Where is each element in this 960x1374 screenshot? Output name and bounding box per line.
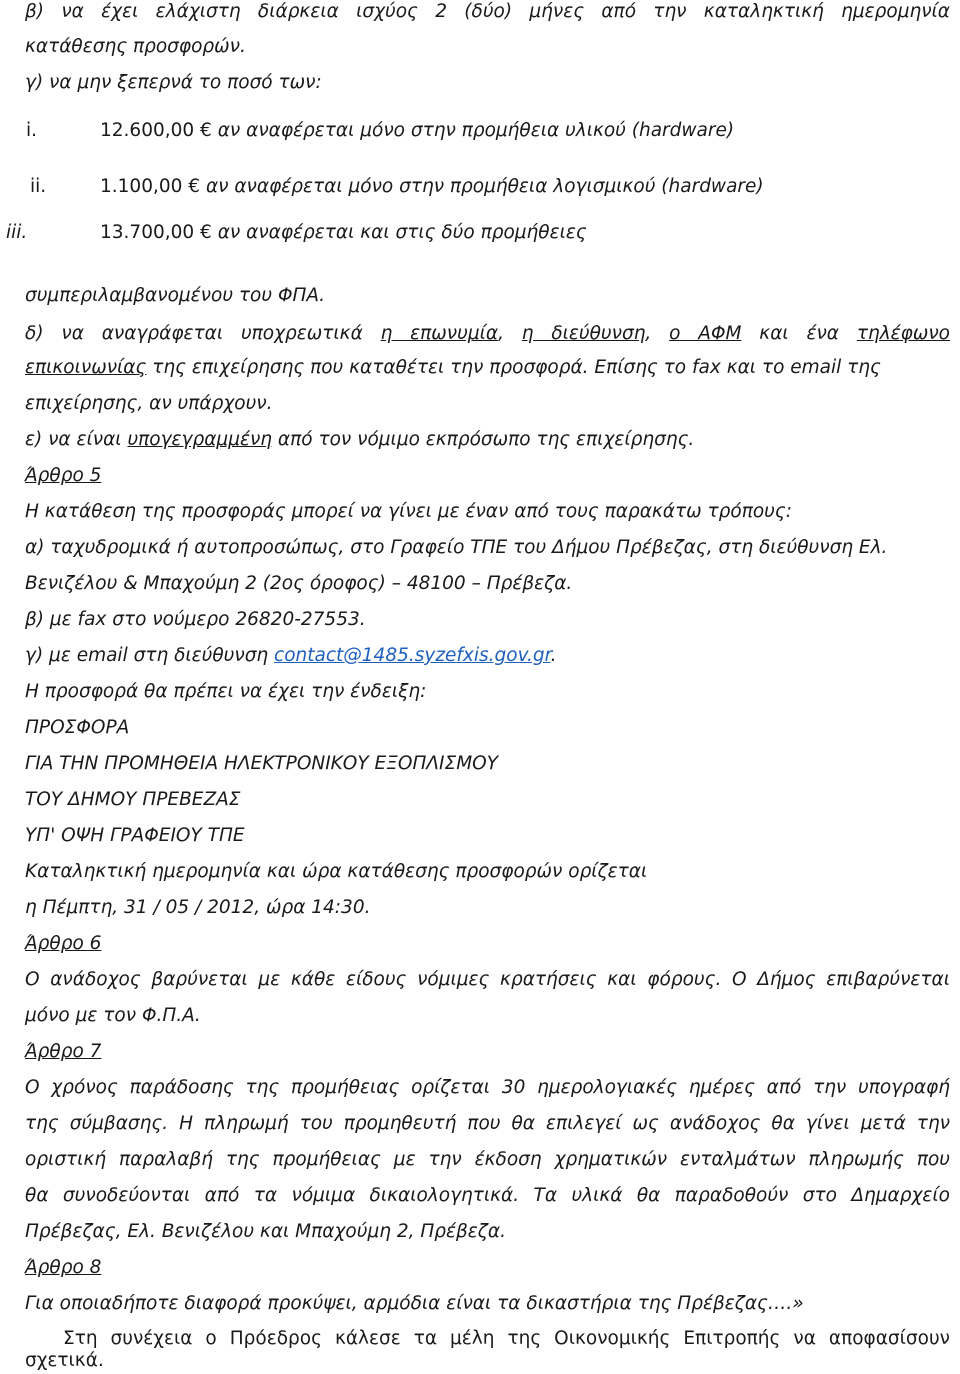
submission-method-a-line2: Βενιζέλου & Μπαχούμη 2 (2ος όροφος) – 48100 – Πρέβεζα. (25, 573, 573, 594)
amount-item-1-number: i. (26, 120, 38, 141)
closing-line-2: σχετικά. (25, 1350, 104, 1371)
tax-id-term: ο ΑΦΜ (669, 323, 742, 344)
euro-symbol: € (188, 176, 201, 197)
amount-item-2-value: 1.100,00 (100, 176, 183, 197)
validity-clause-line2: κατάθεσης προσφορών. (25, 36, 246, 57)
vat-included-line: συμπεριλαμβανομένου του ΦΠΑ. (25, 285, 325, 306)
label-line-1: ΠΡΟΣΦΟΡΑ (25, 717, 130, 738)
closing-line-1: Στη συνέχεια ο Πρόεδρος κάλεσε τα μέλη της Οικονομικής Επιτροπής να αποφασίσουν (63, 1328, 950, 1349)
amount-limit-clause: γ) να μην ξεπερνά το ποσό των: (25, 72, 322, 93)
article-7-line5: Πρέβεζας, Ελ. Βενιζέλου και Μπαχούμη 2, Πρέβεζα. (25, 1221, 506, 1242)
company-name-term: η επωνυμία (380, 323, 499, 344)
submission-method-b: β) με fax στο νούμερο 26820-27553. (25, 609, 366, 630)
label-line-3: ΤΟΥ ΔΗΜΟΥ ΠΡΕΒΕΖΑΣ (25, 789, 241, 810)
article-8-line1: Για οποιαδήποτε διαφορά προκύψει, αρμόδια είναι τα δικαστήρια της Πρέβεζας….» (25, 1293, 804, 1314)
article-7-line1: Ο χρόνος παράδοσης της προμήθειας ορίζεται 30 ημερολογιακές ημέρες από την υπογραφή (25, 1077, 950, 1098)
amount-item-1-value: 12.600,00 (100, 120, 195, 141)
amount-item-2-text: αν αναφέρεται μόνο στην προμήθεια λογισμικού (hardware) (200, 176, 764, 197)
clause-text: και ένα (759, 323, 857, 344)
article-6-heading: Άρθρο 6 (25, 933, 102, 954)
article-8-heading: Άρθρο 8 (25, 1257, 102, 1278)
amount-item-2-number: ii. (30, 176, 47, 197)
amount-item-3-value: 13.700,00 (100, 222, 195, 243)
email-link[interactable]: contact@1485.syzefxis.gov.gr (274, 645, 551, 666)
signature-clause (25, 428, 950, 452)
contact-details-clause-line1 (25, 322, 950, 346)
euro-symbol: € (200, 222, 212, 243)
article-7-line4: θα συνοδεύονται από τα νόμιμα δικαιολογητικά. Τα υλικά θα παραδοθούν στο Δημαρχείο (25, 1185, 950, 1206)
signed-term: υπογεγραμμένη (127, 429, 273, 450)
clause-text: , (645, 323, 670, 344)
amount-item-2 (100, 175, 764, 199)
article-7-line3: οριστική παραλαβή της προμήθειας με την έκδοση χρηματικών ενταλμάτων πληρωμής που (25, 1149, 950, 1170)
clause-text: γ) με email στη διεύθυνση (25, 645, 275, 666)
clause-text: ε) να είναι (25, 429, 128, 450)
amount-item-3 (100, 221, 587, 245)
clause-text: της επιχείρησης που καταθέτει την προσφορά. Επίσης το fax και το email της (146, 357, 881, 378)
amount-item-1-text: αν αναφέρεται μόνο στην προμήθεια υλικού (hardware) (211, 120, 735, 141)
contact-details-clause-line2 (25, 356, 950, 380)
phone-term: τηλέφωνο (856, 323, 951, 344)
amount-item-3-text: αν αναφέρεται και στις δύο προμήθειες (211, 222, 587, 243)
article-7-heading: Άρθρο 7 (25, 1041, 102, 1062)
clause-text: δ) να αναγράφεται υποχρεωτικά (25, 323, 381, 344)
submission-method-a-line1: α) ταχυδρομικά ή αυτοπροσώπως, στο Γραφείο ΤΠΕ του Δήμου Πρέβεζας, στη διεύθυνση Ελ. (25, 537, 888, 558)
article-6-line2: μόνο με τον Φ.Π.Α. (25, 1005, 201, 1026)
amount-item-1 (100, 119, 734, 143)
article-5-intro: Η κατάθεση της προσφοράς μπορεί να γίνει με έναν από τους παρακάτω τρόπους: (25, 501, 792, 522)
clause-text: . (550, 645, 557, 666)
deadline-line-1: Καταληκτική ημερομηνία και ώρα κατάθεσης προσφορών ορίζεται (25, 861, 648, 882)
closing-paragraph (25, 1326, 950, 1374)
address-term: η διεύθυνση (521, 323, 646, 344)
clause-text: από τον νόμιμο εκπρόσωπο της επιχείρησης. (272, 429, 695, 450)
phone-term-continued: επικοινωνίας (25, 357, 147, 378)
label-line-4: ΥΠ' ΟΨΗ ΓΡΑΦΕΙΟΥ ΤΠΕ (25, 825, 245, 846)
submission-method-c (25, 644, 950, 668)
label-intro: Η προσφορά θα πρέπει να έχει την ένδειξη: (25, 681, 427, 702)
article-5-heading: Άρθρο 5 (25, 465, 102, 486)
article-6-line1: Ο ανάδοχος βαρύνεται με κάθε είδους νόμιμες κρατήσεις και φόρους. Ο Δήμος επιβαρύνεται (25, 969, 950, 990)
label-line-2: ΓΙΑ ΤΗΝ ΠΡΟΜΗΘΕΙΑ ΗΛΕΚΤΡΟΝΙΚΟΥ ΕΞΟΠΛΙΣΜΟΥ (25, 753, 499, 774)
deadline-line-2: η Πέμπτη, 31 / 05 / 2012, ώρα 14:30. (25, 897, 371, 918)
amount-item-3-number: iii. (6, 222, 28, 243)
contact-details-clause-line3: επιχείρησης, αν υπάρχουν. (25, 393, 273, 414)
clause-text: , (498, 323, 522, 344)
validity-clause-line1: β) να έχει ελάχιστη διάρκεια ισχύος 2 (δύο) μήνες από την καταληκτική ημερομηνία (25, 1, 950, 22)
euro-symbol: € (200, 120, 212, 141)
article-7-line2: της σύμβασης. Η πληρωμή του προμηθευτή που θα επιλεγεί ως ανάδοχος θα γίνει μετά την (25, 1113, 950, 1134)
